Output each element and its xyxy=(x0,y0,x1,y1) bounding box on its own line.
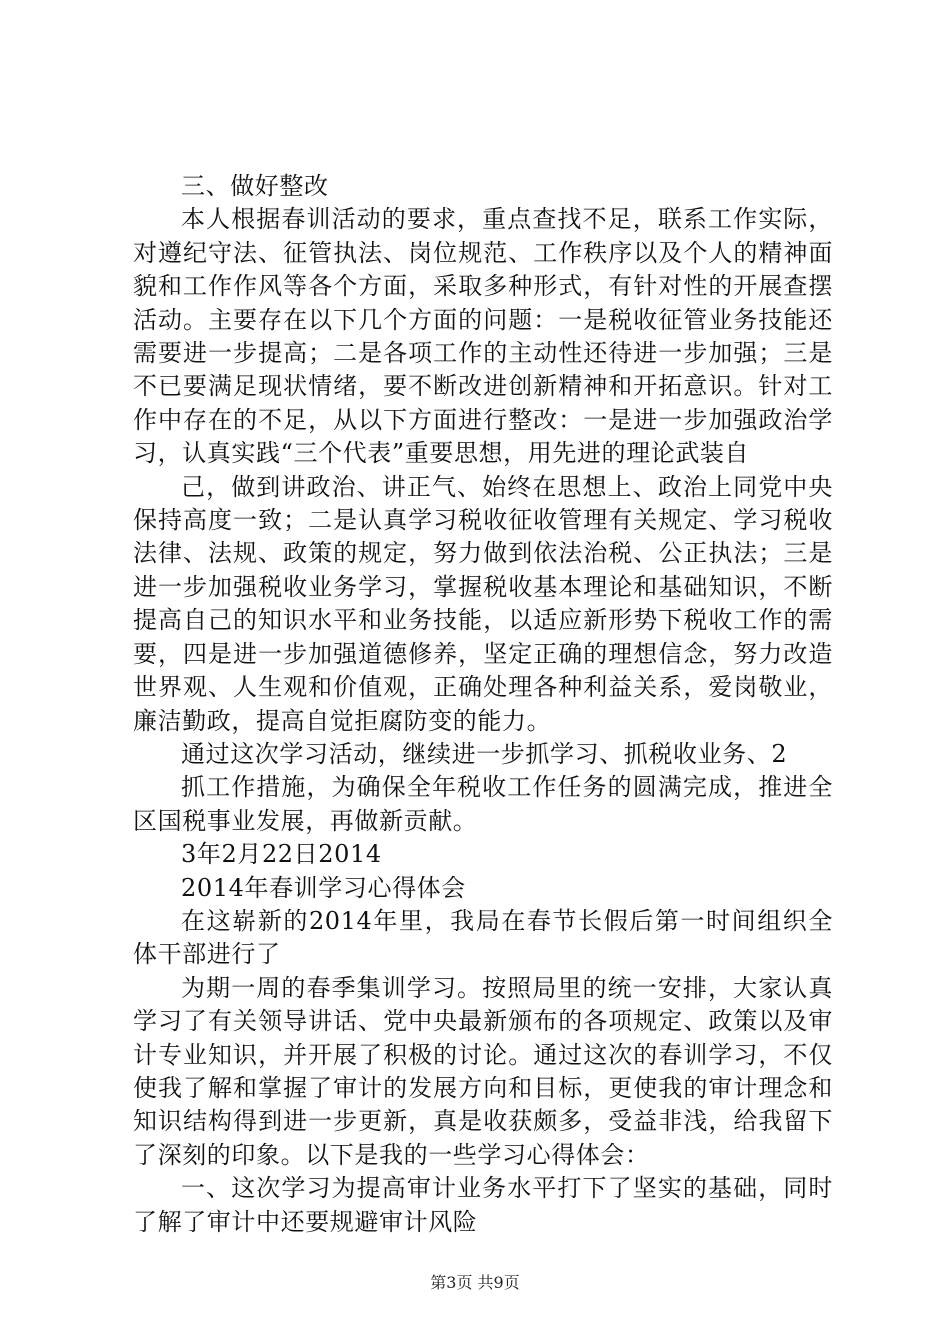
body-paragraph: 本人根据春训活动的要求，重点查找不足，联系工作实际，对遵纪守法、征管执法、岗位规范、工作秩序以及个人的精神面貌和工作作风等各个方面，采取多种形式，有针对性的开展查摆活动。主要存在以下几个方面的问题：一是税收征管业务技能还需要进一步提高；二是各项工作的主动性还待进一步加强；三是不已要满足现状情绪，要不断改进创新精神和开拓意识。针对工作中存在的不足，从以下方面进行整改：一是进一步加强政治学习，认真实践“三个代表”重要思想，用先进的理论武装自 xyxy=(133,205,833,468)
page-number-footer: 第3页 共9页 xyxy=(430,1273,520,1292)
section-heading-rectification: 三、做好整改 xyxy=(181,172,329,200)
body-paragraph: 为期一周的春季集训学习。按照局里的统一安排，大家认真学习了有关领导讲话、党中央最新颁布的各项规定、政策以及审计专业知识，并开展了积极的讨论。通过这次的春训学习，不仅使我了解和掌握了审计的发展方向和目标，更使我的审计理念和知识结构得到进一步更新，真是收获颇多，受益非浅，给我留下了深刻的印象。以下是我的一些学习心得体会： xyxy=(133,973,833,1169)
body-paragraph: 抓工作措施，为确保全年税收工作任务的圆满完成，推进全区国税事业发展，再做新贡献。 xyxy=(133,773,833,835)
body-paragraph: 己，做到讲政治、讲正气、始终在思想上、政治上同党中央保持高度一致；二是认真学习税收征收管理有关规定、学习税收法律、法规、政策的规定，努力做到依法治税、公正执法；三是进一步加强税收业务学习，掌握税收基本理论和基础知识，不断提高自己的知识水平和业务技能，以适应新形势下税收工作的需要，四是进一步加强道德修养，坚定正确的理想信念，努力改造世界观、人生观和价值观，正确处理各种利益关系，爱岗敬业，廉洁勤政，提高自觉拒腐防变的能力。 xyxy=(133,472,833,735)
date-line: 3年2月22日2014 xyxy=(181,840,382,869)
document-body xyxy=(133,170,833,1239)
body-paragraph: 在这崭新的2014年里，我局在春节长假后第一时间组织全体干部进行了 xyxy=(133,906,833,969)
body-paragraph: 一、这次学习为提高审计业务水平打下了坚实的基础，同时了解了审计中还要规避审计风险 xyxy=(133,1174,833,1236)
body-paragraph: 通过这次学习活动，继续进一步抓学习、抓税收业务、2 xyxy=(181,739,788,768)
article-title: 2014年春训学习心得体会 xyxy=(181,873,466,902)
